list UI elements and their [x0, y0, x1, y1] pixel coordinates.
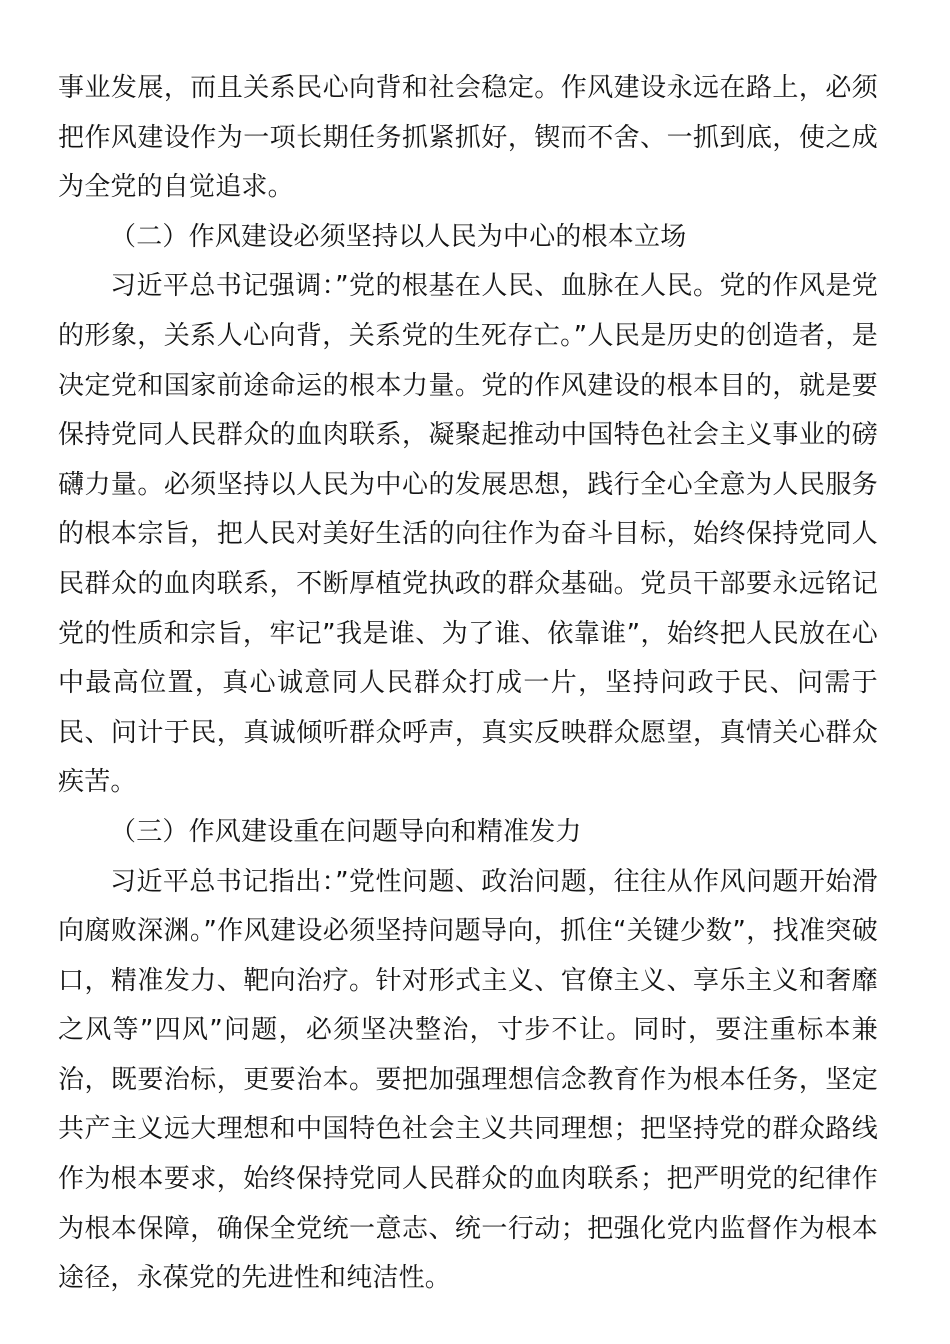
paragraph-people-centered: 习近平总书记强调：”党的根基在人民、血脉在人民。党的作风是党的形象，关系人心向背，关系党的生死存亡。”人民是历史的创造者，是决定党和国家前途命运的根本力量。党的作风建设的根本目的，就是要保持党同人民群众的血肉联系，凝聚起推动中国特色社会主义事业的磅礴力量。必须坚持以人民为中心的发展思想，践行全心全意为人民服务的根本宗旨，把人民对美好生活的向往作为奋斗目标，始终保持党同人民群众的血肉联系，不断厚植党执政的群众基础。党员干部要永远铭记党的性质和宗旨，牢记”我是谁、为了谁、依靠谁”，始终把人民放在心中最高位置，真心诚意同人民群众打成一片，坚持问政于民、问需于民、问计于民，真诚倾听群众呼声，真实反映群众愿望，真情关心群众疾苦。 [58, 271, 878, 798]
document-body [58, 64, 878, 1304]
paragraph-continuation: 事业发展，而且关系民心向背和社会稳定。作风建设永远在路上，必须把作风建设作为一项长期任务抓紧抓好，锲而不舍、一抓到底，使之成为全党的自觉追求。 [58, 73, 878, 203]
section-heading-2: （二）作风建设必须坚持以人民为中心的根本立场 [110, 221, 687, 252]
paragraph-problem-oriented: 习近平总书记指出：”党性问题、政治问题，往往从作风问题开始滑向腐败深渊。”作风建设必须坚持问题导向，抓住“关键少数”，找准突破口，精准发力、靶向治疗。针对形式主义、官僚主义、享乐主义和奢靡之风等”四风”问题，必须坚决整治，寸步不让。同时，要注重标本兼治，既要治标，更要治本。要把加强理想信念教育作为根本任务，坚定共产主义远大理想和中国特色社会主义共同理想；把坚持党的群众路线作为根本要求，始终保持党同人民群众的血肉联系；把严明党的纪律作为根本保障，确保全党统一意志、统一行动；把强化党内监督作为根本途径，永葆党的先进性和纯洁性。 [58, 866, 878, 1294]
section-heading-3: （三）作风建设重在问题导向和精准发力 [110, 816, 582, 847]
